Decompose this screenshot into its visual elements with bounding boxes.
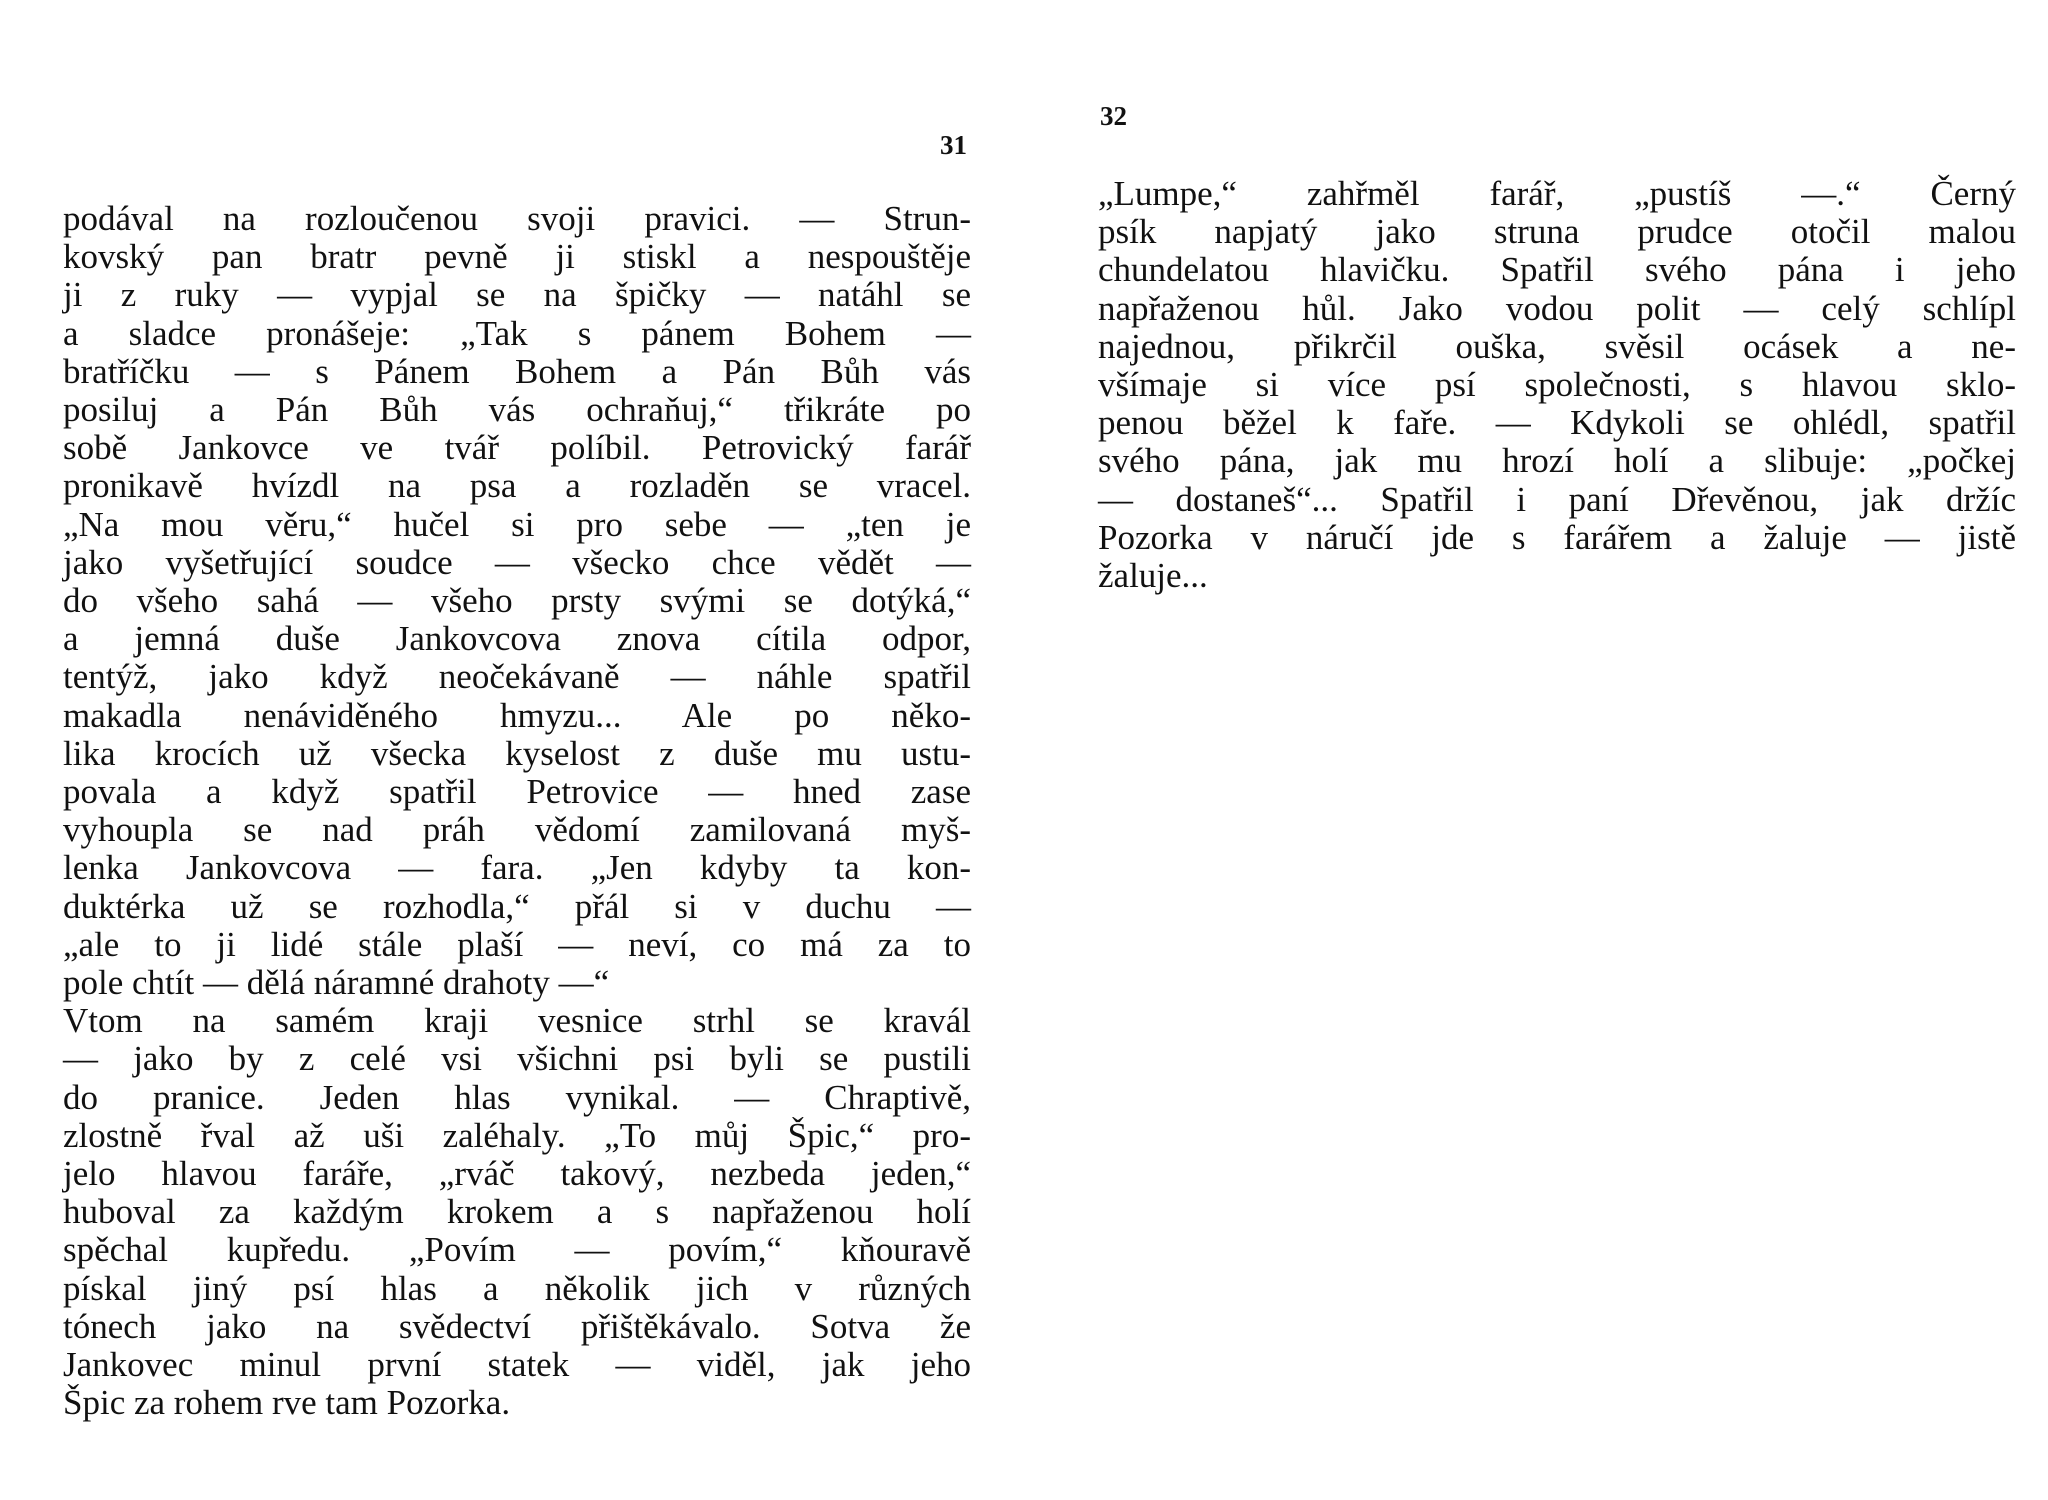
text-line: — jako by z celé vsi všichni psi byli se pustili bbox=[63, 1039, 971, 1079]
text-line: pole chtít — dělá náramné drahoty —“ bbox=[63, 963, 610, 1003]
text-line: lika krocích už všecka kyselost z duše mu ustu- bbox=[63, 733, 971, 773]
text-line: lenka Jankovcova — fara. „Jen kdyby ta kon- bbox=[63, 848, 971, 888]
text-line: psík napjatý jako struna prudce otočil malou bbox=[1098, 212, 2016, 252]
page-number-left: 31 bbox=[940, 130, 967, 160]
text-line: do pranice. Jeden hlas vynikal. — Chraptivě, bbox=[63, 1077, 971, 1117]
text-line: Jankovec minul první statek — viděl, jak jeho bbox=[63, 1345, 971, 1385]
text-line: do všeho sahá — všeho prsty svými se dotýká,“ bbox=[63, 581, 971, 621]
text-line: ji z ruky — vypjal se na špičky — natáhl se bbox=[63, 275, 971, 315]
text-line: a sladce pronášeje: „Tak s pánem Bohem — bbox=[63, 313, 971, 353]
text-line: penou běžel k faře. — Kdykoli se ohlédl, spatřil bbox=[1098, 403, 2016, 443]
text-line: zlostně řval až uši zaléhaly. „To můj Špic,“ pro- bbox=[63, 1115, 971, 1155]
text-line: — dostaneš“... Spatřil i paní Dřevěnou, jak držíc bbox=[1098, 479, 2016, 519]
text-line: povala a když spatřil Petrovice — hned zase bbox=[63, 772, 971, 812]
text-line: vyhoupla se nad práh vědomí zamilovaná myš- bbox=[63, 810, 971, 850]
text-line: jelo hlavou faráře, „rváč takový, nezbeda jeden,“ bbox=[63, 1154, 971, 1194]
text-line: Špic za rohem rve tam Pozorka. bbox=[63, 1383, 511, 1423]
text-line: Vtom na samém kraji vesnice strhl se kravál bbox=[63, 1001, 971, 1041]
text-line: najednou, přikrčil ouška, svěsil ocásek a ne- bbox=[1098, 326, 2016, 366]
text-line: a jemná duše Jankovcova znova cítila odpor, bbox=[63, 619, 971, 659]
text-line: „Na mou věru,“ hučel si pro sebe — „ten je bbox=[63, 504, 971, 544]
right-page-text bbox=[1098, 175, 2016, 595]
text-line: pískal jiný psí hlas a několik jich v různých bbox=[63, 1268, 971, 1308]
left-page-text bbox=[63, 200, 971, 1423]
text-line: kovský pan bratr pevně ji stiskl a nespouštěje bbox=[63, 237, 971, 277]
text-line: podával na rozloučenou svoji pravici. — Strun- bbox=[63, 199, 971, 238]
text-line: svého pána, jak mu hrozí holí a slibuje: „počkej bbox=[1098, 441, 2016, 481]
text-line: huboval za každým krokem a s napřaženou holí bbox=[63, 1192, 971, 1232]
text-line: Pozorka v náručí jde s farářem a žaluje — jistě bbox=[1098, 517, 2016, 557]
text-line: „ale to ji lidé stále plaší — neví, co má za to bbox=[63, 924, 971, 964]
text-line: tónech jako na svědectví přištěkávalo. Sotva že bbox=[63, 1306, 971, 1346]
text-line: spěchal kupředu. „Povím — povím,“ kňouravě bbox=[63, 1230, 971, 1270]
text-line: sobě Jankovce ve tvář políbil. Petrovický farář bbox=[63, 428, 971, 468]
text-line: „Lumpe,“ zahřměl farář, „pustíš —.“ Černý bbox=[1098, 174, 2016, 213]
text-line: posiluj a Pán Bůh vás ochraňuj,“ třikráte po bbox=[63, 390, 971, 430]
text-line: všímaje si více psí společnosti, s hlavou sklo- bbox=[1098, 365, 2016, 405]
text-line: napřaženou hůl. Jako vodou polit — celý schlípl bbox=[1098, 288, 2016, 328]
text-line: chundelatou hlavičku. Spatřil svého pána i jeho bbox=[1098, 250, 2016, 290]
right-page bbox=[1024, 0, 2048, 1500]
text-line: bratříčku — s Pánem Bohem a Pán Bůh vás bbox=[63, 351, 971, 391]
text-line: jako vyšetřující soudce — všecko chce vědět — bbox=[63, 542, 971, 582]
text-line: tentýž, jako když neočekávaně — náhle spatřil bbox=[63, 657, 971, 697]
text-line: pronikavě hvízdl na psa a rozladěn se vracel. bbox=[63, 466, 971, 506]
text-line: duktérka už se rozhodla,“ přál si v duchu — bbox=[63, 886, 971, 926]
text-line: žaluje... bbox=[1098, 556, 1208, 596]
page-number-right: 32 bbox=[1100, 101, 1127, 131]
text-line: makadla nenáviděného hmyzu... Ale po něko- bbox=[63, 695, 971, 735]
